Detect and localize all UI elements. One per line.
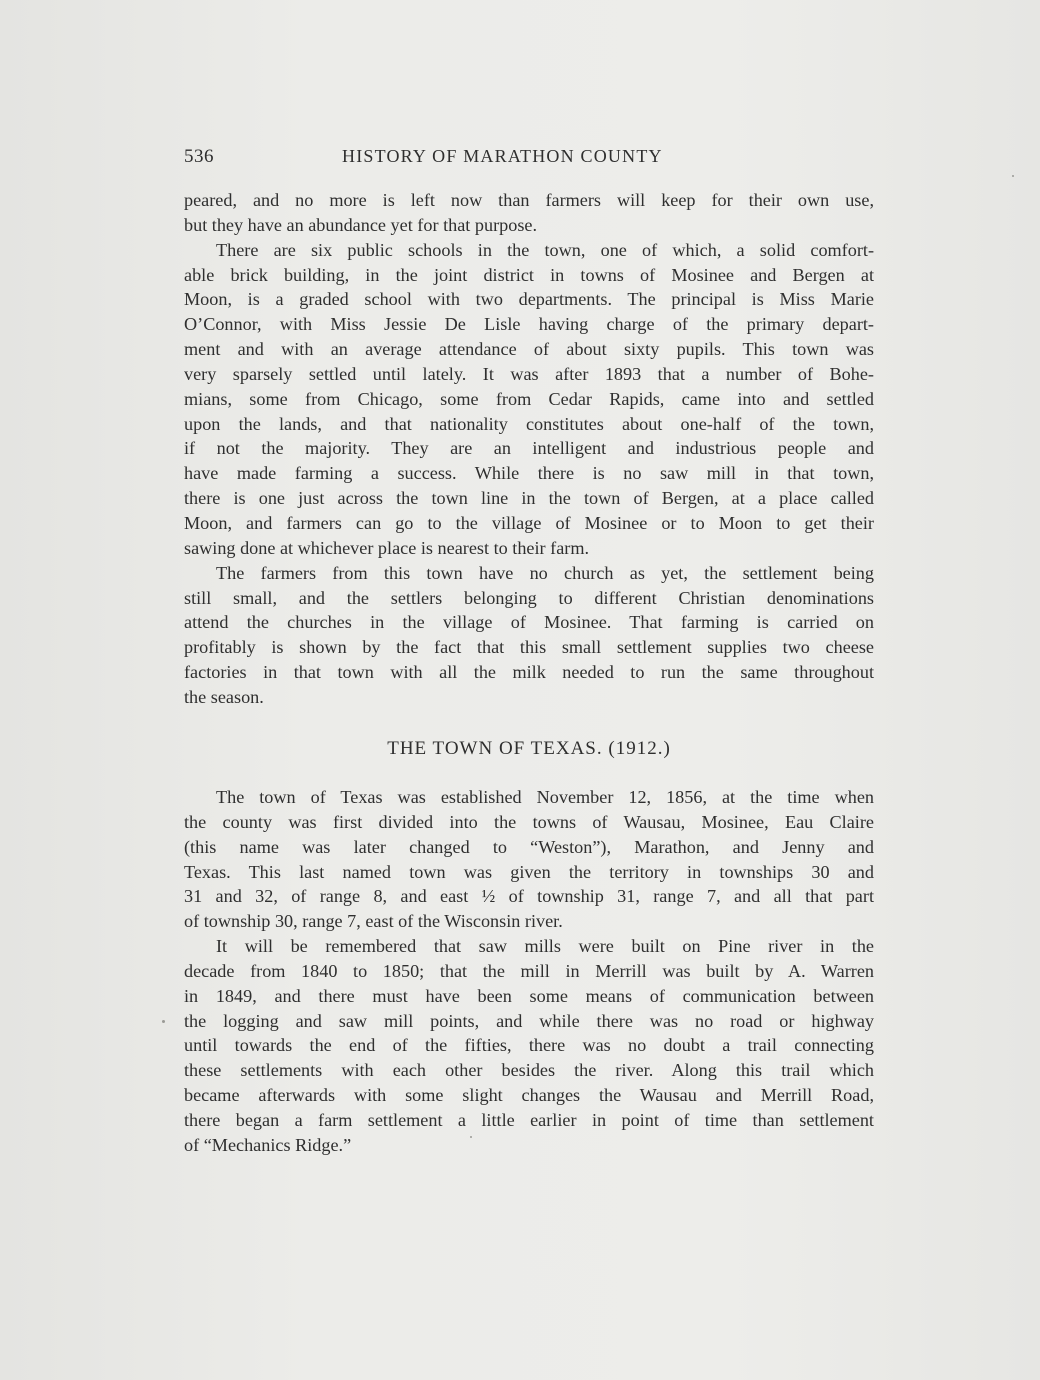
paper-speck [470,1136,472,1138]
text-line: the county was first divided into the towns of Wausau, Mosinee, Eau Claire [184,811,874,832]
text-line: there began a farm settlement a little earlier in point of time than settlement [184,1109,874,1130]
text-line: able brick building, in the joint district in towns of Mosinee and Bergen at [184,264,874,285]
text-line: Moon, is a graded school with two departments. The principal is Miss Marie [184,289,874,310]
text-line: decade from 1840 to 1850; that the mill in Merrill was built by A. Warren [184,960,874,981]
text-line: Moon, and farmers can go to the village of Mosinee or to Moon to get their [184,512,874,533]
text-line: but they have an abundance yet for that purpose. [184,214,538,235]
text-line: (this name was later changed to “Weston”), Marathon, and Jenny and [184,836,874,857]
text-line: became afterwards with some slight changes the Wausau and Merrill Road, [184,1085,874,1106]
text-line: peared, and no more is left now than farmers will keep for their own use, [184,190,874,210]
text-line: The town of Texas was established November 12, 1856, at the time when [216,787,874,807]
paper-speck [162,1020,165,1023]
text-line: ment and with an average attendance of about sixty pupils. This town was [184,339,874,360]
text-line: mians, some from Chicago, some from Cedar Rapids, came into and settled [184,388,874,409]
text-line: attend the churches in the village of Mosinee. That farming is carried on [184,612,874,633]
text-line: there is one just across the town line in the town of Bergen, at a place called [184,488,874,509]
text-line: until towards the end of the fifties, there was no doubt a trail connecting [184,1035,874,1056]
text-line: upon the lands, and that nationality constitutes about one-half of the town, [184,413,874,434]
paragraph [184,238,874,561]
text-line: The farmers from this town have no church as yet, the settlement being [216,562,874,583]
paragraph [184,785,874,934]
text-line: of township 30, range 7, east of the Wisconsin river. [184,911,563,932]
paragraph [184,934,874,1158]
text-line: factories in that town with all the milk needed to run the same throughout [184,662,874,683]
running-title: HISTORY OF MARATHON COUNTY [342,146,663,166]
text-line: have made farming a success. While there is no saw mill in that town, [184,463,874,484]
text-block-town-of-texas [184,785,874,1158]
text-line: still small, and the settlers belonging to different Christian denominations [184,587,874,608]
text-line: profitably is shown by the fact that this small settlement supplies two cheese [184,637,874,658]
paragraph [184,188,874,238]
text-line: of “Mechanics Ridge.” [184,1134,352,1155]
text-block-continued-section [184,188,874,710]
text-line: these settlements with each other besides the river. Along this trail which [184,1060,874,1081]
text-line: if not the majority. They are an intelligent and industrious people and [184,438,874,459]
text-line: It will be remembered that saw mills were built on Pine river in the [216,936,874,957]
text-line: Texas. This last named town was given the territory in townships 30 and [184,861,874,882]
paragraph [184,561,874,710]
text-line: in 1849, and there must have been some means of communication between [184,985,874,1006]
paper-speck [1012,175,1014,177]
text-line: 31 and 32, of range 8, and east ½ of township 31, range 7, and all that part [184,886,874,907]
text-line: the season. [184,686,264,707]
text-line: O’Connor, with Miss Jessie De Lisle having charge of the primary depart- [184,314,874,335]
text-line: There are six public schools in the town, one of which, a solid comfort- [216,239,874,260]
page-number: 536 [184,146,214,167]
text-line: sawing done at whichever place is nearest to their farm. [184,537,590,558]
text-line: the logging and saw mill points, and while there was no road or highway [184,1010,874,1031]
section-heading: THE TOWN OF TEXAS. (1912.) [387,738,671,759]
text-line: very sparsely settled until lately. It was after 1893 that a number of Bohe- [184,363,874,384]
running-header [184,146,874,170]
